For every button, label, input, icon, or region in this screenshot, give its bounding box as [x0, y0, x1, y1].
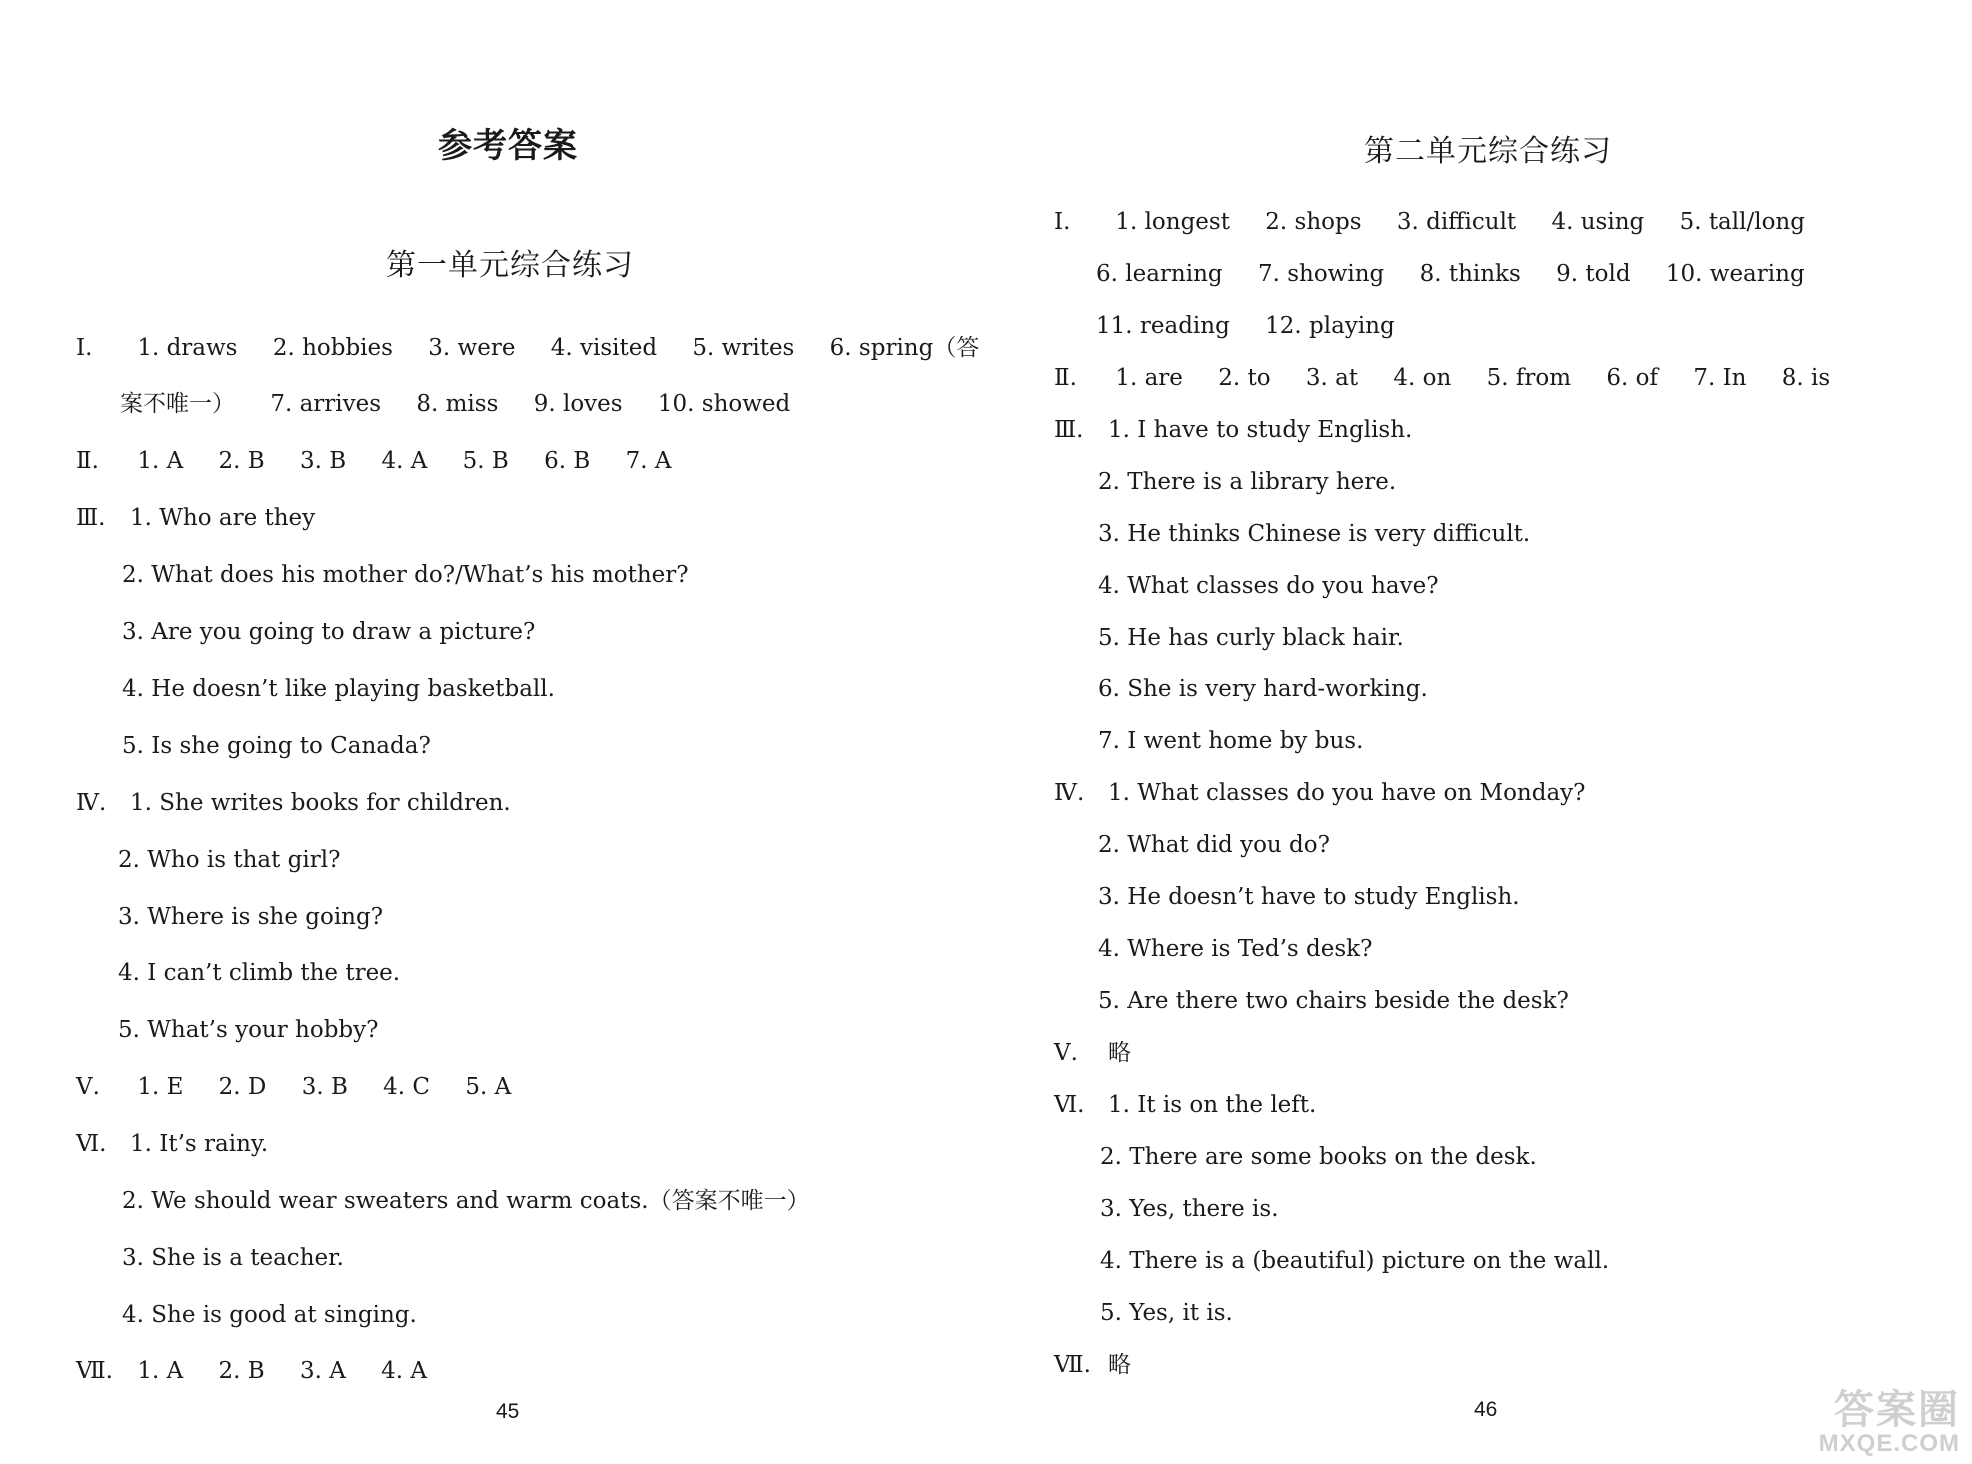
answer-sentence: 7. I went home by bus.: [1098, 728, 1364, 754]
answer-item: 7. showing: [1257, 261, 1385, 287]
answer-item: 2. B: [218, 1358, 265, 1384]
roman-numeral: Ⅵ.: [1054, 1092, 1085, 1118]
answer-sentence: 2. We should wear sweaters and warm coats.（答案不唯一）: [122, 1188, 810, 1214]
roman-numeral: Ⅲ.: [76, 505, 106, 531]
answer-item: 2. D: [218, 1074, 267, 1100]
answer-item: 1. longest: [1115, 209, 1230, 235]
unit-two-title: 第二单元综合练习: [1364, 134, 1612, 169]
answer-sentence: 1. She writes books for children.: [130, 790, 511, 816]
answer-sentence: 5. What’s your hobby?: [118, 1017, 379, 1043]
answer-sentence: 2. What did you do?: [1098, 832, 1330, 858]
answer-item: 9. loves: [533, 391, 623, 417]
answer-item: 1. E: [137, 1074, 184, 1100]
sec5-line: [1054, 1038, 1131, 1068]
answer-sentence: 3. He thinks Chinese is very difficult.: [1098, 521, 1531, 547]
answer-sentence: 1. It’s rainy.: [130, 1131, 269, 1157]
answer-sentence: 4. There is a (beautiful) picture on the wall.: [1100, 1248, 1610, 1274]
answer-item: 8. miss: [416, 391, 499, 417]
answer-item: 4. visited: [550, 335, 658, 361]
answer-sentence: 3. She is a teacher.: [122, 1245, 344, 1271]
answer-item: 4. A: [381, 448, 428, 474]
answer-sentence: 2. Who is that girl?: [118, 847, 341, 873]
answer-item: 4. on: [1393, 365, 1452, 391]
answer-sentence: 5. Are there two chairs beside the desk?: [1098, 988, 1569, 1014]
answer-item: 12. playing: [1265, 313, 1395, 339]
roman-numeral: Ⅳ.: [1054, 780, 1085, 806]
answer-item: 7. arrives: [270, 391, 382, 417]
answer-item: 6. B: [544, 448, 591, 474]
answer-item: 3. difficult: [1396, 209, 1517, 235]
answer-sentence: 2. There is a library here.: [1098, 469, 1397, 495]
roman-numeral: Ⅶ.: [1054, 1352, 1091, 1378]
watermark-bottom-text: MXQE.COM: [1818, 1430, 1960, 1457]
sec2-row: [76, 446, 672, 476]
answer-sentence: 1. It is on the left.: [1108, 1092, 1317, 1118]
answer-item: 10. showed: [657, 391, 791, 417]
answer-sentence: 3. Where is she going?: [118, 904, 384, 930]
answer-item: 1. draws: [137, 335, 238, 361]
sec2-row: [1054, 363, 1830, 393]
page-title: 参考答案: [438, 126, 578, 166]
answer-item: 4. using: [1551, 209, 1645, 235]
answer-item: 2. shops: [1265, 209, 1362, 235]
answer-sentence: 4. He doesn’t like playing basketball.: [122, 676, 555, 702]
answer-sentence: 4. She is good at singing.: [122, 1302, 417, 1328]
answer-item: 10. wearing: [1665, 261, 1805, 287]
sec1-row2: [120, 389, 790, 419]
roman-numeral: Ⅰ.: [1054, 209, 1071, 235]
answer-item: 2. hobbies: [272, 335, 393, 361]
sec1-row1: [76, 333, 979, 363]
roman-numeral: Ⅴ.: [1054, 1040, 1078, 1066]
watermark-logo: [1784, 1378, 1964, 1458]
answer-item: 5. tall/long: [1679, 209, 1805, 235]
answer-sentence: 6. She is very hard-working.: [1098, 676, 1428, 702]
answer-item: 1. are: [1115, 365, 1183, 391]
answer-item: 7. In: [1693, 365, 1747, 391]
answer-item: 6. spring（答: [829, 335, 980, 361]
sec6-line: [1054, 1090, 1316, 1120]
sec1-row1: [1054, 207, 1805, 237]
roman-numeral: Ⅵ.: [76, 1131, 107, 1157]
roman-numeral: Ⅱ.: [76, 448, 99, 474]
roman-numeral: Ⅲ.: [1054, 417, 1084, 443]
answer-sentence: 3. Yes, there is.: [1100, 1196, 1279, 1222]
sec4-line: [1054, 778, 1586, 808]
answer-sentence: 3. He doesn’t have to study English.: [1098, 884, 1520, 910]
roman-numeral: Ⅶ.: [76, 1358, 113, 1384]
answer-item: 6. learning: [1096, 261, 1223, 287]
answer-item: 6. of: [1606, 365, 1658, 391]
roman-numeral: Ⅴ.: [76, 1074, 100, 1100]
answer-sentence: 5. Yes, it is.: [1100, 1300, 1233, 1326]
answer-sentence: 2. There are some books on the desk.: [1100, 1144, 1537, 1170]
sec1-row3: [1096, 311, 1395, 341]
sec3-line: [76, 503, 315, 533]
answer-sentence: 1. I have to study English.: [1108, 417, 1413, 443]
sec6-line: [76, 1129, 268, 1159]
sec7-line: [1054, 1350, 1131, 1380]
answer-sentence: 4. What classes do you have?: [1098, 573, 1439, 599]
roman-numeral: Ⅱ.: [1054, 365, 1077, 391]
right-page: [1000, 0, 1972, 1464]
answer-sentence: 5. Is she going to Canada?: [122, 733, 431, 759]
answer-sentence: 1. What classes do you have on Monday?: [1108, 780, 1586, 806]
answer-item: 5. B: [462, 448, 509, 474]
answer-item: 8. is: [1781, 365, 1831, 391]
answer-item: 2. to: [1218, 365, 1271, 391]
sec5-row: [76, 1072, 511, 1102]
answer-omitted: 略: [1108, 1040, 1131, 1066]
sec3-line: [1054, 415, 1412, 445]
answer-item: 9. told: [1556, 261, 1631, 287]
answer-item: 3. A: [299, 1358, 346, 1384]
answer-omitted: 略: [1108, 1352, 1131, 1378]
answer-item: 11. reading: [1096, 313, 1230, 339]
answer-item: 8. thinks: [1419, 261, 1521, 287]
answer-item: 5. from: [1486, 365, 1572, 391]
sec4-line: [76, 788, 511, 818]
page-number: 45: [496, 1400, 520, 1423]
answer-item: 5. A: [465, 1074, 512, 1100]
answer-item: 3. were: [428, 335, 516, 361]
answer-sentence: 2. What does his mother do?/What’s his mother?: [122, 562, 689, 588]
roman-numeral: Ⅰ.: [76, 335, 93, 361]
answer-item: 3. B: [301, 1074, 348, 1100]
sec7-row: [76, 1356, 427, 1386]
roman-numeral: Ⅳ.: [76, 790, 107, 816]
answer-sentence: 5. He has curly black hair.: [1098, 625, 1404, 651]
unit-one-title: 第一单元综合练习: [386, 248, 634, 283]
answer-item: 5. writes: [692, 335, 795, 361]
answer-sentence: 3. Are you going to draw a picture?: [122, 619, 536, 645]
answer-item: 1. A: [137, 1358, 184, 1384]
answer-item: 4. A: [381, 1358, 428, 1384]
answer-item: 3. at: [1305, 365, 1359, 391]
answer-item: 4. C: [383, 1074, 431, 1100]
sec1-row2: [1096, 259, 1805, 289]
page-number: 46: [1474, 1398, 1498, 1421]
answer-item: 7. A: [625, 448, 672, 474]
answer-item: 3. B: [299, 448, 347, 474]
watermark-top-text: 答案圈: [1834, 1388, 1960, 1432]
answer-sentence: 4. I can’t climb the tree.: [118, 960, 401, 986]
answer-item: 2. B: [218, 448, 265, 474]
answer-sentence: 1. Who are they: [130, 505, 316, 531]
answer-item: 案不唯一）: [120, 391, 235, 417]
answer-sentence: 4. Where is Ted’s desk?: [1098, 936, 1373, 962]
answer-item: 1. A: [137, 448, 184, 474]
